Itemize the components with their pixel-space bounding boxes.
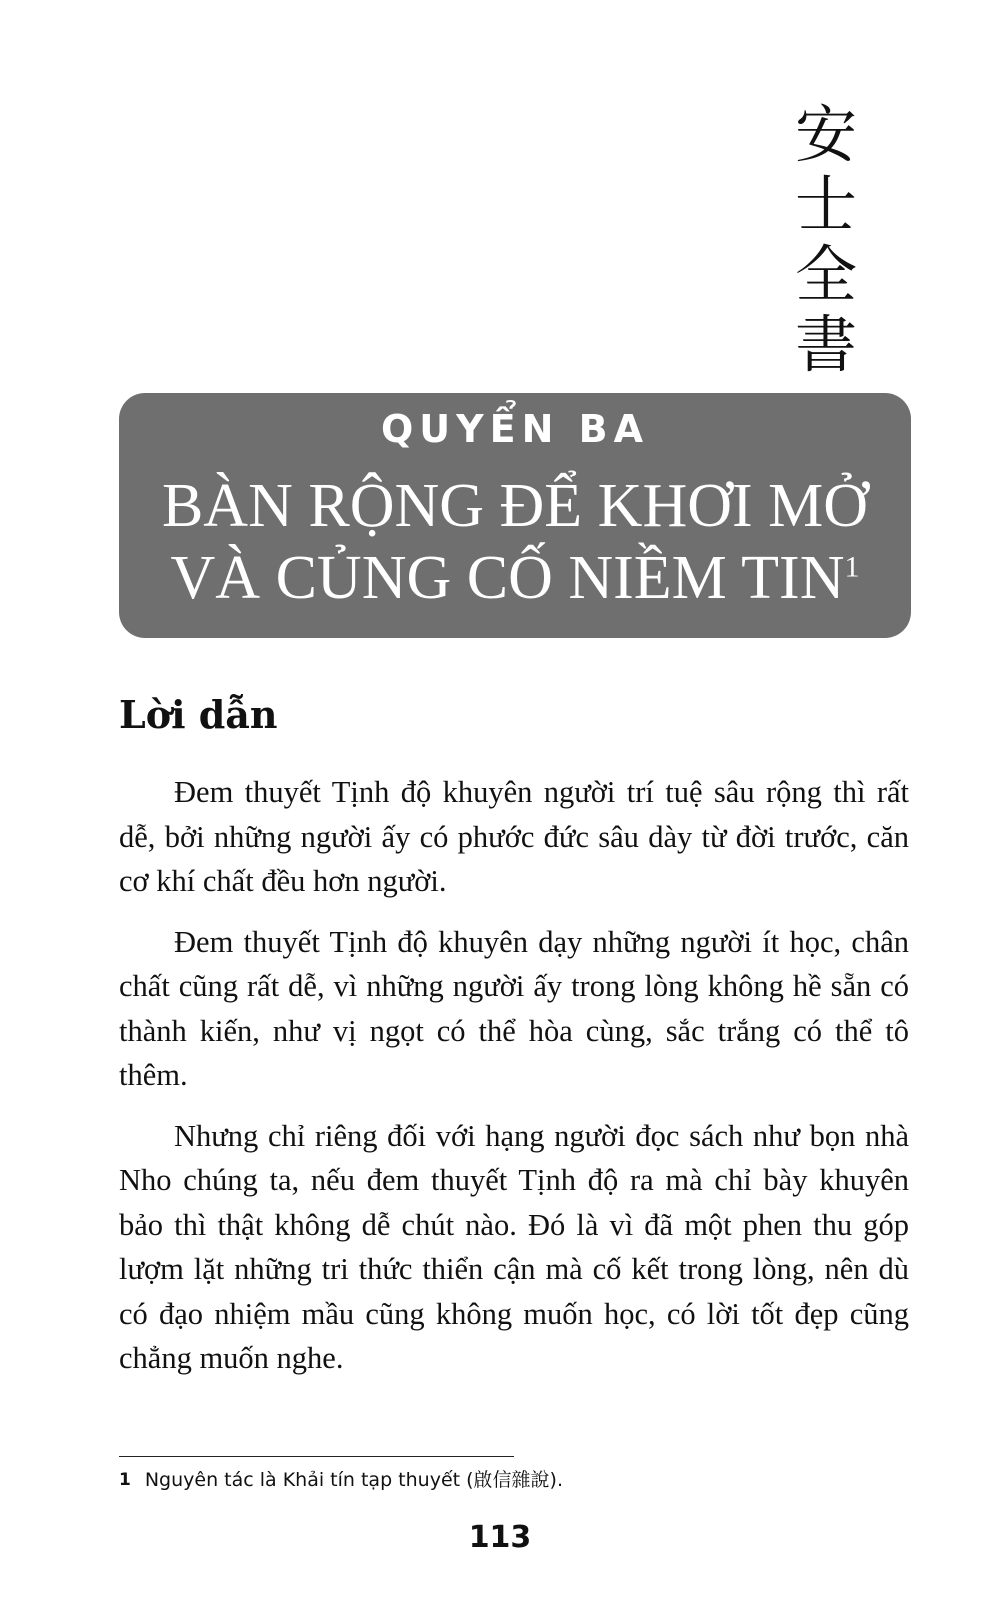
footnote [119,1466,919,1494]
footnote-divider [119,1456,514,1457]
section-heading: Lời dẫn [119,692,278,737]
vertical-chinese-title [790,100,862,380]
page-number: 113 [468,1520,532,1555]
chapter-title-line-2 [119,543,911,614]
title-char-1: 安 [794,98,857,171]
body-text [119,770,909,1397]
paragraph-1: Đem thuyết Tịnh độ khuyên người trí tuệ sâu rộng thì rất dễ, bởi những người ấy có phước đức sâu dày từ đời trước, căn cơ khí chất đều hơn người. [119,775,909,898]
chapter-title-line-2-text: VÀ CỦNG CỐ NIỀM TIN [170,544,845,612]
footnote-reference: 1 [844,550,860,584]
title-char-2: 士 [794,168,857,241]
footnote-text: Nguyên tác là Khải tín tạp thuyết (啟信雜說). [144,1469,564,1491]
paragraph-2: Đem thuyết Tịnh độ khuyên dạy những người ít học, chân chất cũng rất dễ, vì những người ấy trong lòng không hề sẵn có thành kiến, như vị ngọt có thể hòa cùng, sắc trắng có thể tô thêm. [119,924,909,1092]
footnote-mark: 1 [119,1470,131,1490]
title-char-3: 全 [794,238,857,311]
paragraph-3: Nhưng chỉ riêng đối với hạng người đọc sách như bọn nhà Nho chúng ta, nếu đem thuyết Tịnh độ ra mà chỉ bày khuyên bảo thì thật không dễ chút nào. Đó là vì đã một phen thu góp lượm lặt những tri thức thiển cận mà cố kết trong lòng, nên dù có đạo nhiệm mầu cũng không muốn học, có lời tốt đẹp cũng chẳng muốn nghe. [119,1118,909,1375]
chapter-title-line-1: BÀN RỘNG ĐỂ KHƠI MỞ [161,472,869,540]
volume-label: QUYỂN BA [380,407,650,451]
title-char-4: 書 [794,308,857,381]
chapter-banner [119,393,911,638]
